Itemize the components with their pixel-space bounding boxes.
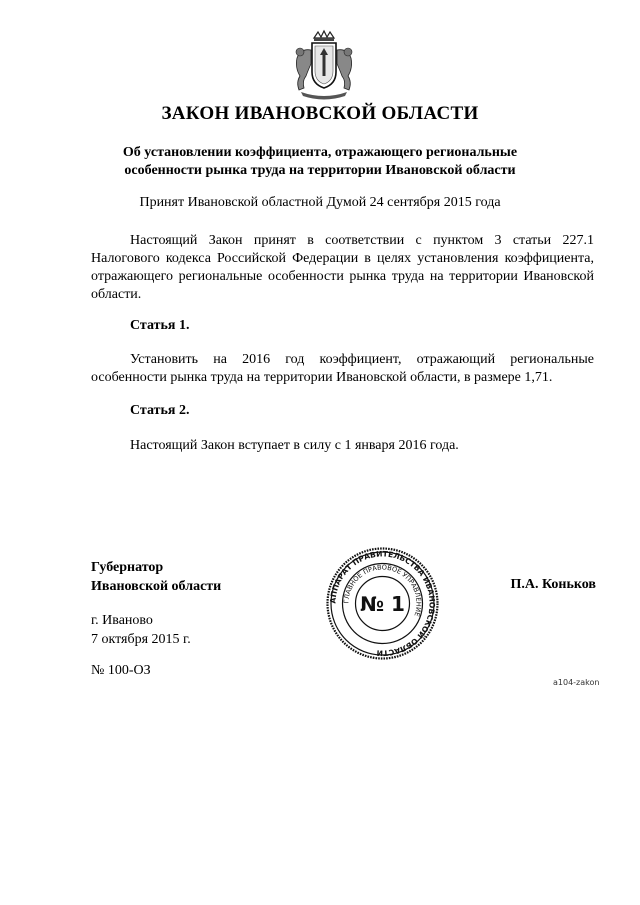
document-subtitle xyxy=(80,144,560,180)
stamp-inner-text: ГЛАВНОЕ ПРАВОВОЕ УПРАВЛЕНИЕ xyxy=(342,563,423,618)
adoption-note: Принят Ивановской областной Думой 24 сентября 2015 года xyxy=(139,195,501,210)
coat-of-arms-icon xyxy=(287,28,361,102)
preamble-paragraph: Настоящий Закон принят в соответствии с пунктом 3 статьи 227.1 Налогового кодекса Российской Федерации в целях установления коэффициента, отражающего региональные особенности рынка труда на территории Ивановской области. xyxy=(91,233,594,302)
city: г. Иваново xyxy=(91,613,153,628)
article-2-text: Настоящий Закон вступает в силу с 1 января 2016 года. xyxy=(130,438,459,453)
document-code: a104-zakon xyxy=(553,678,600,687)
document-title: ЗАКОН ИВАНОВСКОЙ ОБЛАСТИ xyxy=(161,103,479,124)
place-and-date xyxy=(91,611,191,649)
article-2-title: Статья 2. xyxy=(130,403,190,418)
subtitle-line-2: особенности рынка труда на территории Ивановской области xyxy=(124,163,516,178)
stamp-outer-text: АППАРАТ ПРАВИТЕЛЬСТВА ИВАНОВСКОЙ ОБЛАСТИ xyxy=(328,549,437,658)
article-1-text: Установить на 2016 год коэффициент, отражающий региональные особенности рынка труда на территории Ивановской области, в размере 1,71. xyxy=(91,352,594,385)
signatory-position xyxy=(91,558,221,596)
subtitle-line-1: Об установлении коэффициента, отражающего региональные xyxy=(122,145,518,160)
signatory-name: П.А. Коньков xyxy=(510,577,596,592)
article-1-title: Статья 1. xyxy=(130,318,190,333)
stamp-number: № 1 xyxy=(360,592,405,616)
position-line-1: Губернатор xyxy=(91,560,164,575)
position-line-2: Ивановской области xyxy=(91,579,222,594)
signing-date: 7 октября 2015 г. xyxy=(91,632,191,647)
law-number: № 100-ОЗ xyxy=(91,663,151,678)
official-stamp xyxy=(325,546,440,661)
